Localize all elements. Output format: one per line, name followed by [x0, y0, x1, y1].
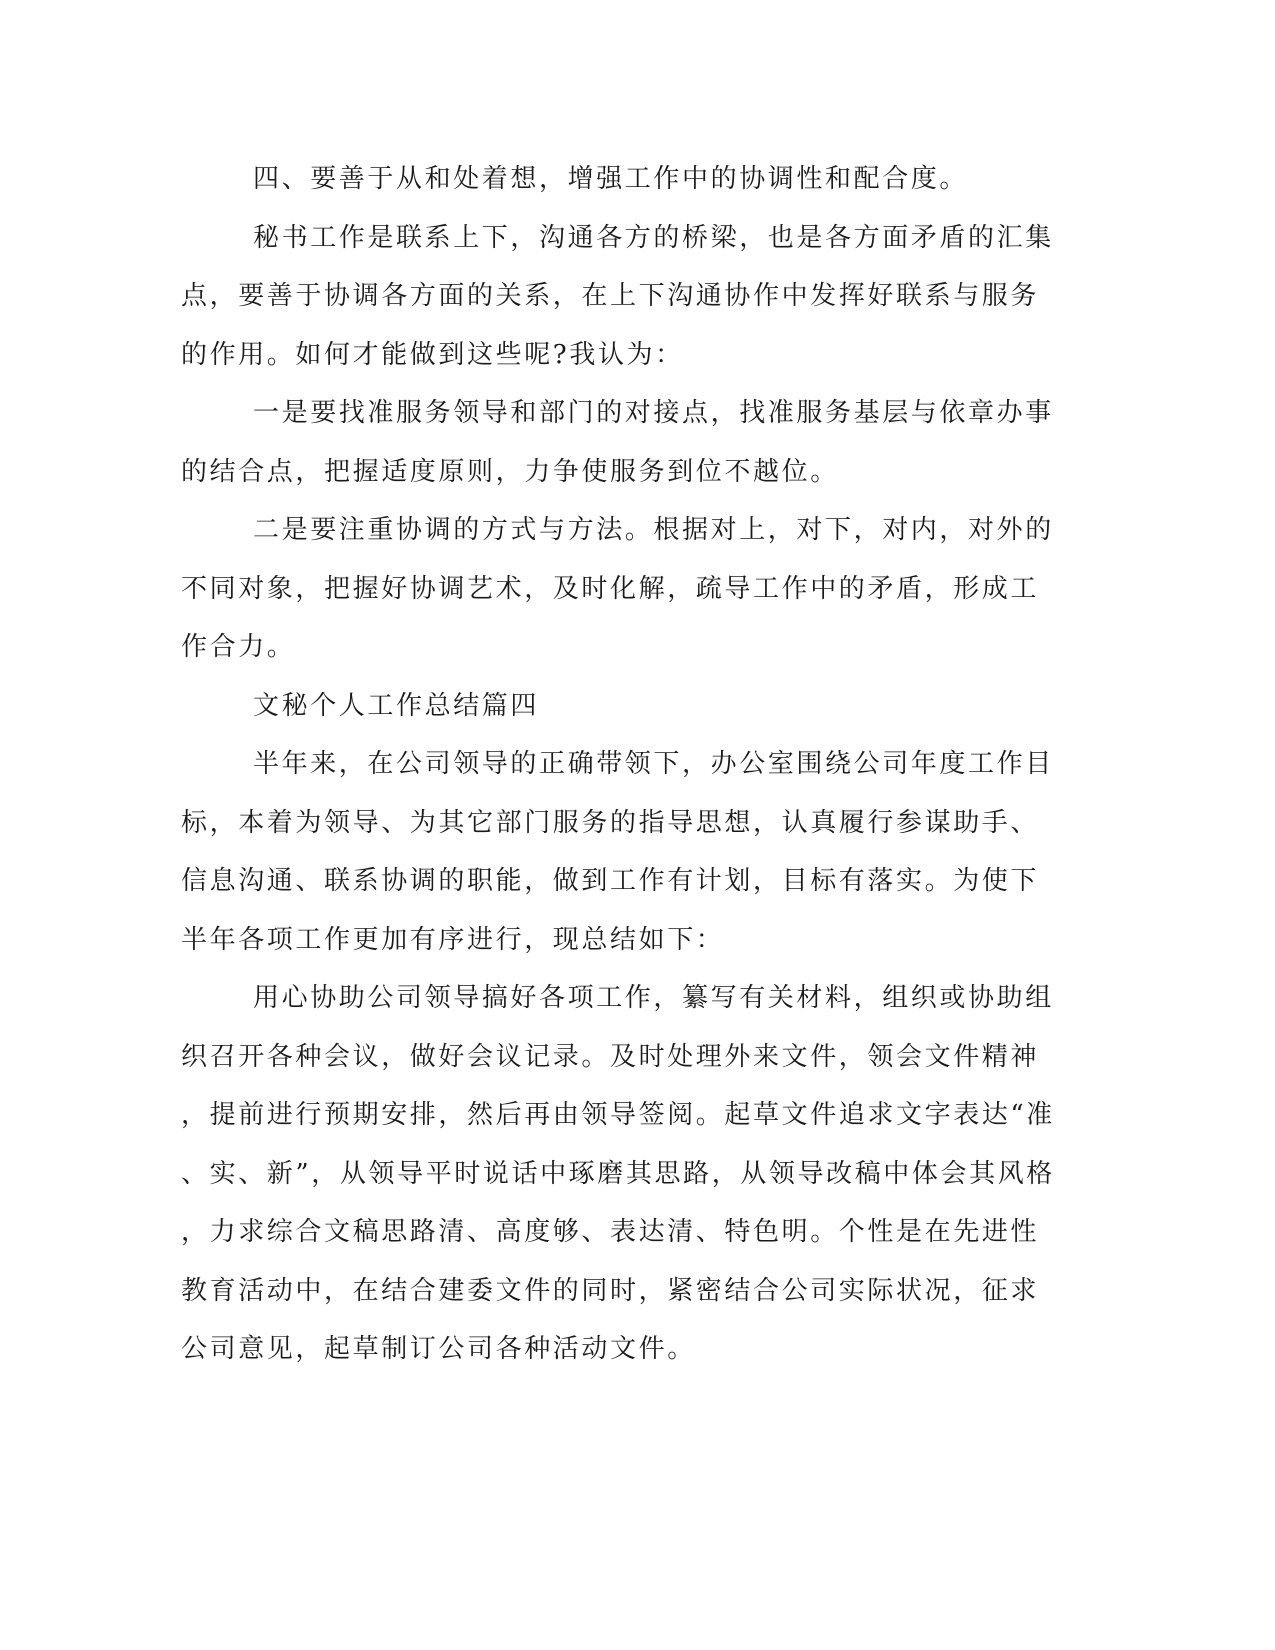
text-line: 半年各项工作更加有序进行，现总结如下：	[181, 924, 725, 955]
text-line: 秘书工作是联系上下，沟通各方的桥梁，也是各方面矛盾的汇集	[253, 222, 1054, 253]
text-line: 公司意见，起草制订公司各种活动文件。	[181, 1334, 696, 1364]
text-line: 点，要善于协调各方面的关系，在上下沟通协作中发挥好联系与服务	[181, 281, 1040, 311]
text-line: 作合力。	[181, 632, 296, 662]
text-line: 用心协助公司领导搞好各项工作，纂写有关材料，组织或协助组	[253, 983, 1054, 1013]
paragraph-assist-leadership	[181, 969, 1055, 1379]
text-line: 四、要善于从和处着想，增强工作中的协调性和配合度。	[253, 164, 969, 194]
paragraph-point-one	[181, 384, 1054, 501]
text-line: 二是要注重协调的方式与方法。根据对上，对下，对内，对外的	[253, 515, 1054, 545]
text-line: 的作用。如何才能做到这些呢?我认为：	[181, 339, 684, 370]
text-line: 信息沟通、联系协调的职能，做到工作有计划，目标有落实。为使下	[181, 866, 1040, 896]
text-line: 教育活动中，在结合建委文件的同时，紧密结合公司实际状况，征求	[181, 1275, 1040, 1306]
paragraph-point-two	[181, 501, 1054, 677]
paragraph-secretary-role	[181, 209, 1054, 385]
text-line: ，力求综合文稿思路清、高度够、表达清、特色明。个性是在先进性	[181, 1217, 1040, 1247]
paragraph-section-four-heading	[181, 150, 1031, 209]
text-line: 文秘个人工作总结篇四	[253, 690, 540, 721]
text-line: 一是要找准服务领导和部门的对接点，找准服务基层与依章办事	[253, 398, 1054, 428]
section-title	[181, 677, 1031, 736]
text-line: 半年来，在公司领导的正确带领下，办公室围绕公司年度工作目	[253, 749, 1054, 779]
text-line: 标，本着为领导、为其它部门服务的指导思想，认真履行参谋助手、	[181, 807, 1040, 838]
text-line: 、实、新”，从领导平时说话中琢磨其思路，从领导改稿中体会其风格	[181, 1158, 1055, 1189]
paragraph-half-year-intro	[181, 735, 1054, 969]
text-line: ，提前进行预期安排，然后再由领导签阅。起草文件追求文字表达“准	[181, 1100, 1055, 1130]
text-line: 的结合点，把握适度原则，力争使服务到位不越位。	[181, 456, 839, 487]
text-line: 织召开各种会议，做好会议记录。及时处理外来文件，领会文件精神	[181, 1041, 1040, 1072]
document-body	[181, 150, 1055, 1379]
text-line: 不同对象，把握好协调艺术，及时化解，疏导工作中的矛盾，形成工	[181, 573, 1040, 604]
